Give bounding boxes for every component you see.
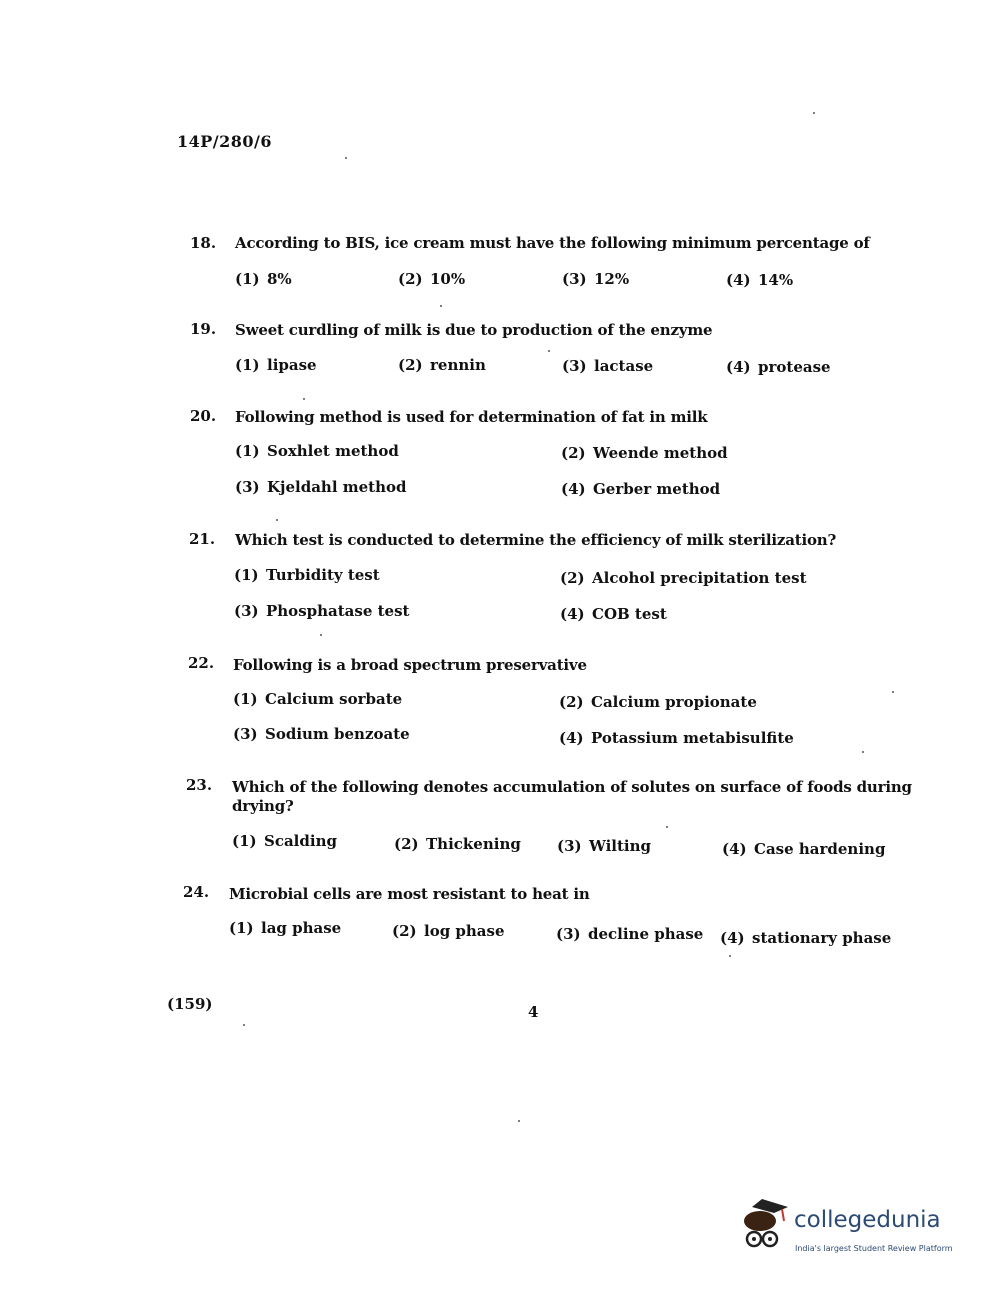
option-1: (1) lag phase [229, 919, 342, 937]
option-4: (4) protease [726, 358, 831, 376]
option-1: (1) Soxhlet method [235, 442, 399, 460]
collegedunia-watermark [738, 1197, 968, 1257]
brand-tagline: India's largest Student Review Platform [795, 1244, 953, 1253]
option-3: (3) Sodium benzoate [233, 725, 410, 743]
option-2: (2) Alcohol precipitation test [560, 569, 807, 587]
footer-code: (159) [167, 995, 213, 1013]
scan-speck [243, 1024, 245, 1026]
question-number: 24. [183, 883, 210, 901]
question-text: According to BIS, ice cream must have the following minimum percentage of [235, 234, 870, 252]
option-3: (3) Phosphatase test [234, 602, 410, 620]
option-1: (1) lipase [235, 356, 317, 374]
question-number: 23. [186, 776, 213, 794]
option-3: (3) decline phase [556, 925, 704, 943]
scan-speck [440, 305, 442, 307]
option-2: (2) Weende method [561, 444, 728, 462]
scan-speck [813, 112, 815, 114]
question-text: Sweet curdling of milk is due to production of the enzyme [235, 321, 713, 339]
option-4: (4) COB test [560, 605, 667, 623]
question-text: Microbial cells are most resistant to heat in [229, 885, 590, 903]
option-3: (3) Wilting [557, 837, 651, 855]
option-4: (4) 14% [726, 271, 794, 289]
scan-speck [276, 519, 278, 521]
option-1: (1) 8% [235, 270, 292, 288]
question-number: 19. [190, 320, 217, 338]
question-number: 21. [189, 530, 216, 548]
page-number: 4 [528, 1003, 539, 1021]
scan-speck [345, 157, 347, 159]
option-2: (2) Calcium propionate [559, 693, 757, 711]
option-2: (2) Thickening [394, 835, 521, 853]
question-text-line-2: drying? [232, 797, 294, 815]
option-4: (4) Potassium metabisulfite [559, 729, 794, 747]
scan-speck [892, 691, 894, 693]
option-2: (2) log phase [392, 922, 505, 940]
question-number: 20. [190, 407, 217, 425]
option-4: (4) Gerber method [561, 480, 721, 498]
scan-speck [303, 398, 305, 400]
option-3: (3) lactase [562, 357, 654, 375]
option-3: (3) Kjeldahl method [235, 478, 407, 496]
question-text: Following method is used for determination of fat in milk [235, 408, 708, 426]
question-number: 22. [188, 654, 215, 672]
scan-speck [729, 955, 731, 957]
option-2: (2) rennin [398, 356, 486, 374]
option-3: (3) 12% [562, 270, 630, 288]
mascot-icon [738, 1197, 794, 1257]
question-text: Which test is conducted to determine the efficiency of milk sterilization? [235, 531, 837, 549]
scan-speck [862, 751, 864, 753]
option-1: (1) Turbidity test [234, 566, 380, 584]
option-4: (4) Case hardening [722, 840, 886, 858]
option-2: (2) 10% [398, 270, 466, 288]
question-text-line-1: Which of the following denotes accumulation of solutes on surface of foods during [232, 778, 912, 796]
option-1: (1) Scalding [232, 832, 337, 850]
scan-speck [320, 634, 322, 636]
paper-code: 14P/280/6 [177, 132, 273, 151]
scan-speck [548, 350, 550, 352]
question-text: Following is a broad spectrum preservative [233, 656, 587, 674]
option-4: (4) stationary phase [720, 929, 892, 947]
question-number: 18. [190, 234, 217, 252]
scan-speck [666, 826, 668, 828]
brand-name: collegedunia [794, 1207, 941, 1233]
scan-speck [518, 1120, 520, 1122]
option-1: (1) Calcium sorbate [233, 690, 403, 708]
